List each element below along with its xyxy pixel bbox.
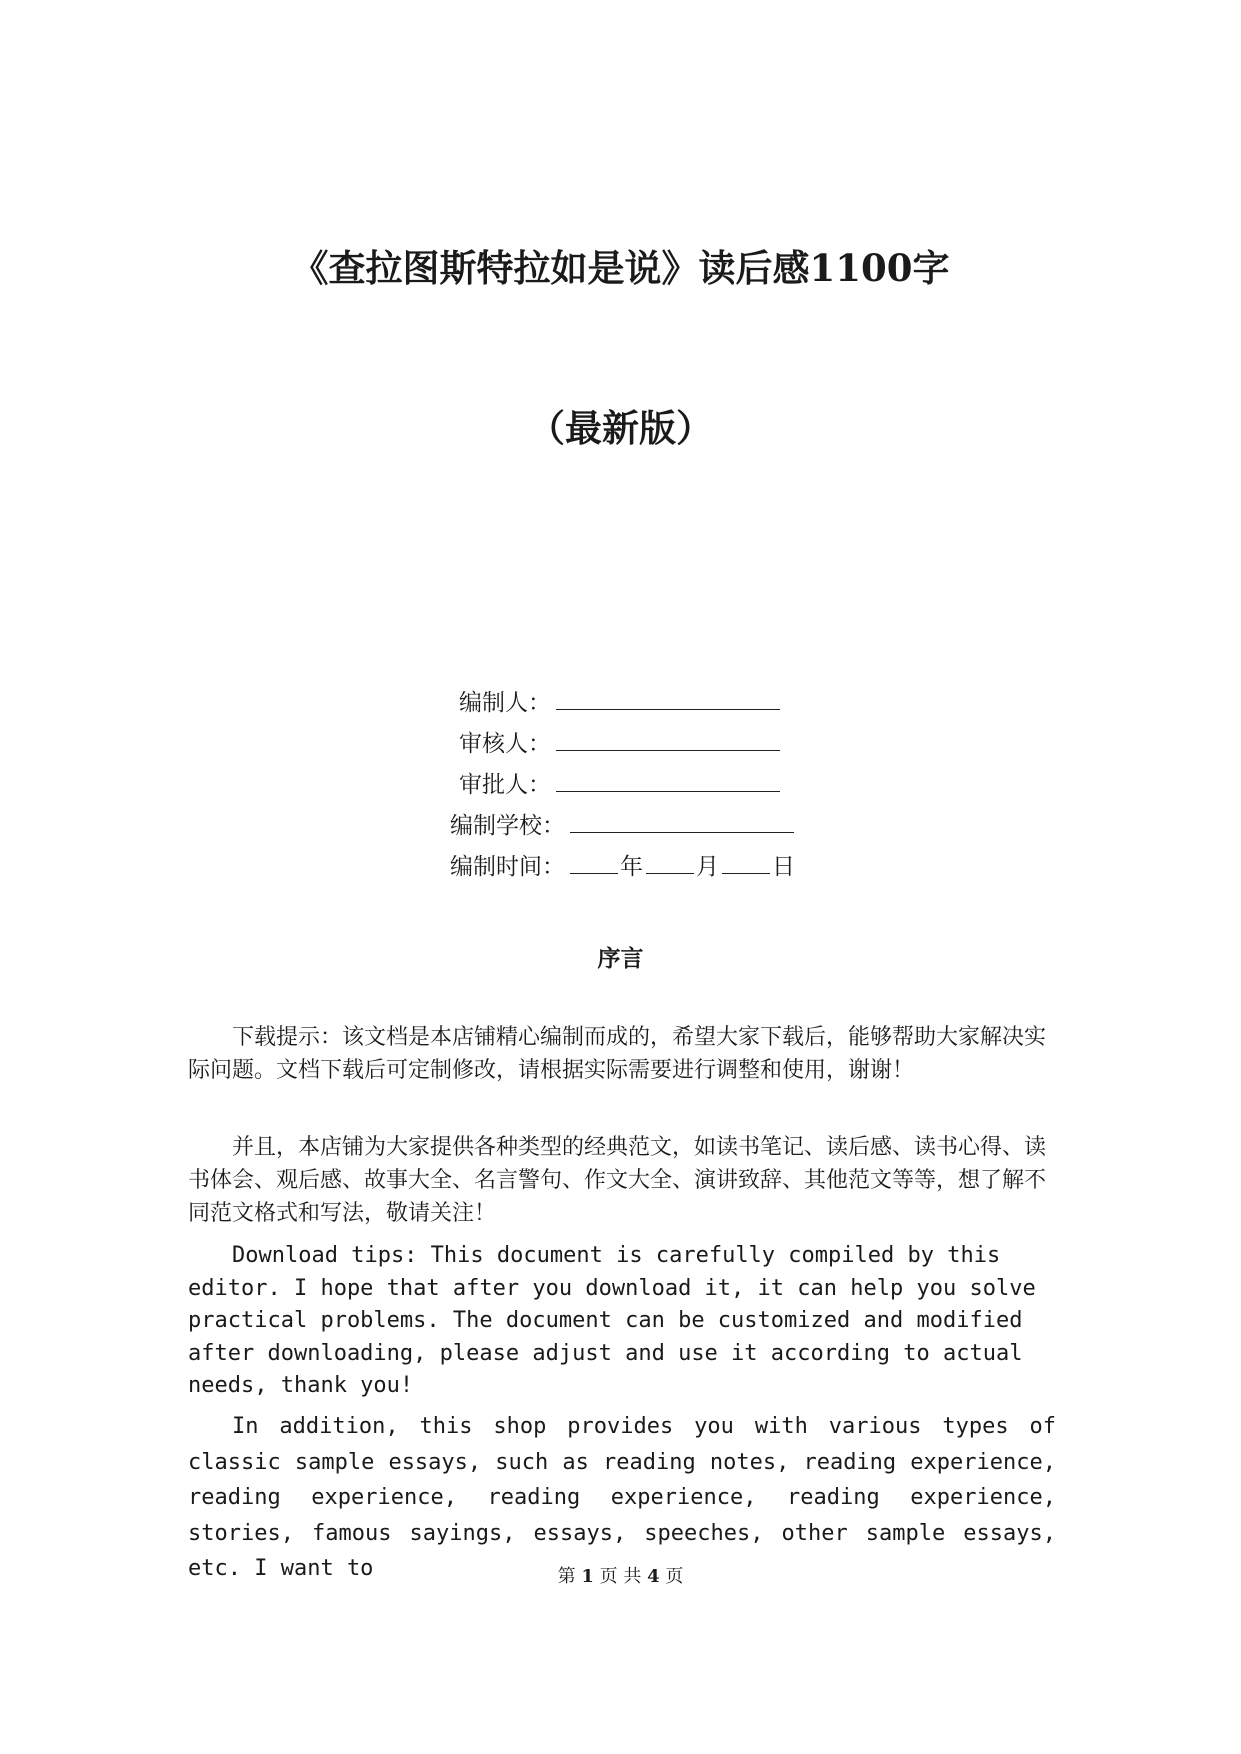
- document-title: 《查拉图斯特拉如是说》读后感1100字: [291, 246, 950, 290]
- reviewer-label: 审核人：: [459, 731, 551, 757]
- meta-row-editor: [0, 683, 1241, 724]
- year-blank-line: [570, 873, 618, 874]
- meta-row-school: [0, 806, 1241, 847]
- month-blank-line: [646, 873, 694, 874]
- preface-paragraph: 下载提示：该文档是本店铺精心编制而成的，希望大家下载后，能够帮助大家解决实际问题。文档下载后可定制修改，请根据实际需要进行调整和使用，谢谢！: [188, 1025, 1047, 1083]
- time-label: 编制时间：: [450, 854, 565, 880]
- meta-info-block: [0, 683, 1241, 888]
- editor-blank-line: [556, 709, 780, 710]
- preface-paragraph: Download tips: This document is carefully compiled by this editor. I hope that after you download it, it can help you solve practical problems. The document can be customized and modified after downloading, please adjust and use it according to actual needs, thank you!: [188, 1243, 1036, 1398]
- footer-prefix: 第: [557, 1566, 576, 1587]
- meta-row-time: [0, 847, 1241, 888]
- preface-paragraph: In addition, this shop provides you with various types of classic sample essays, such as reading notes, reading experience, reading experience, reading experience, reading experience, stories, famous sayings, essays, speeches, other sample essays, etc. I want to: [188, 1414, 1056, 1581]
- school-label: 编制学校：: [450, 813, 565, 839]
- page-footer: [0, 1562, 1241, 1588]
- current-page-number: 1: [581, 1566, 594, 1587]
- editor-label: 编制人：: [459, 690, 551, 716]
- day-label: 日: [772, 854, 795, 880]
- school-blank-line: [570, 832, 794, 833]
- preface-paragraph-4-block: [188, 1409, 1056, 1587]
- preface-paragraph-1-block: [188, 1021, 1056, 1087]
- preface-paragraph-3-block: [188, 1240, 1056, 1403]
- reviewer-blank-line: [556, 750, 780, 751]
- meta-row-reviewer: [0, 724, 1241, 765]
- document-subtitle: （最新版）: [528, 406, 713, 450]
- day-blank-line: [722, 873, 770, 874]
- footer-middle: 页 共: [599, 1566, 642, 1587]
- year-label: 年: [620, 854, 643, 880]
- footer-suffix: 页: [665, 1566, 684, 1587]
- approver-blank-line: [556, 791, 780, 792]
- meta-row-approver: [0, 765, 1241, 806]
- preface-paragraph-2-block: [188, 1131, 1056, 1230]
- month-label: 月: [696, 854, 719, 880]
- total-pages-number: 4: [647, 1566, 660, 1587]
- preface-paragraph: 并且，本店铺为大家提供各种类型的经典范文，如读书笔记、读后感、读书心得、读书体会、观后感、故事大全、名言警句、作文大全、演讲致辞、其他范文等等，想了解不同范文格式和写法，敬请关注！: [188, 1135, 1047, 1226]
- preface-heading: 序言: [597, 945, 644, 972]
- approver-label: 审批人：: [459, 772, 551, 798]
